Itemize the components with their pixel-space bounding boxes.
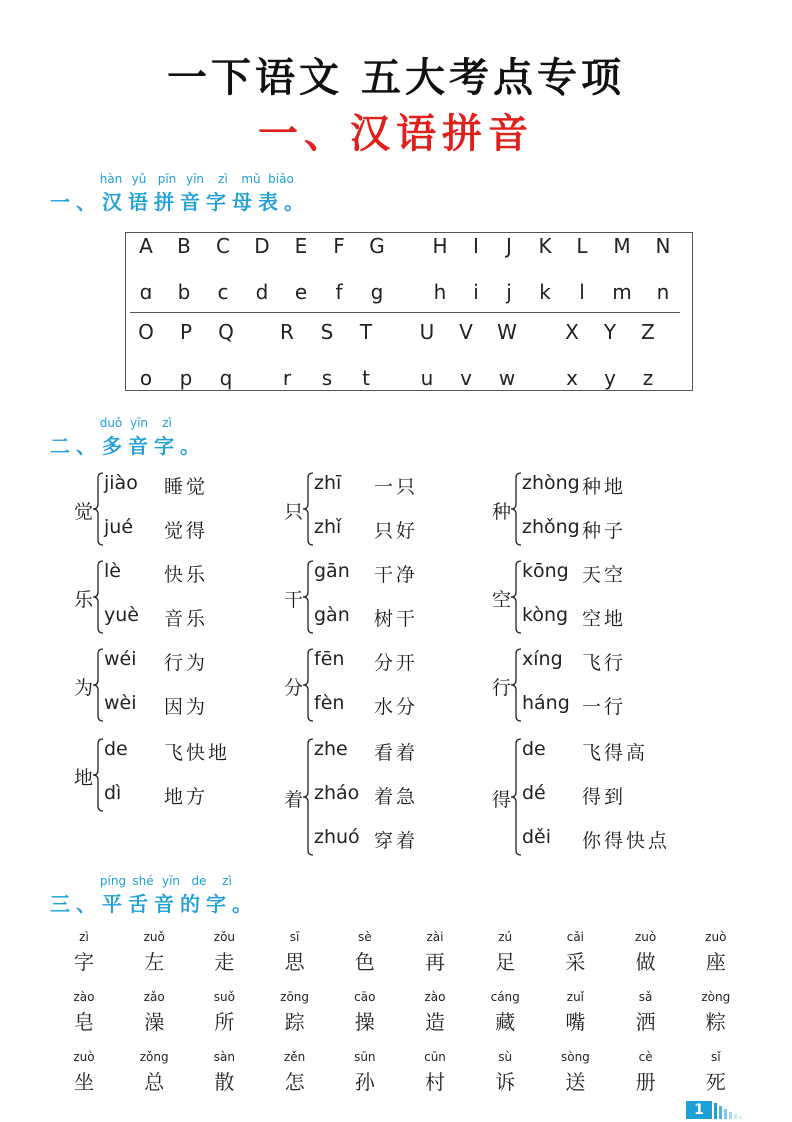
char-hanzi: 洒 bbox=[635, 1010, 656, 1034]
polyphone-pinyin: jué bbox=[104, 516, 134, 538]
pinyin: duō bbox=[99, 416, 123, 430]
alphabet-letter: r bbox=[282, 366, 292, 390]
char-cell bbox=[470, 990, 540, 1035]
polyphone-pinyin: zhuó bbox=[314, 826, 360, 848]
char-cell bbox=[681, 990, 751, 1035]
char-pinyin: suǒ bbox=[213, 990, 235, 1004]
char-pinyin: zuǒ bbox=[143, 930, 165, 944]
polyphone-pinyin: zháo bbox=[314, 782, 360, 804]
pinyin: zì bbox=[162, 416, 172, 430]
alphabet-letter: L bbox=[576, 234, 588, 258]
pinyin: mǔ bbox=[241, 172, 261, 186]
char-pinyin: sè bbox=[357, 930, 372, 944]
char-pinyin: zuò bbox=[73, 1050, 95, 1064]
char-pinyin: sǐ bbox=[711, 1050, 721, 1064]
char-hanzi: 册 bbox=[635, 1070, 656, 1094]
char-cell bbox=[49, 1050, 119, 1095]
polyphone-char: 着 bbox=[284, 789, 304, 811]
alphabet-letter: C bbox=[216, 234, 230, 258]
polyphone-pinyin: wèi bbox=[104, 692, 137, 714]
alphabet-letter: G bbox=[369, 234, 385, 258]
char-cell bbox=[189, 1050, 259, 1095]
alphabet-letter: ɑ bbox=[139, 280, 153, 304]
char-hanzi: 嘴 bbox=[565, 1010, 586, 1034]
polyphone-word: 得到 bbox=[582, 786, 627, 808]
char-pinyin: zú bbox=[498, 930, 513, 944]
char-pinyin: cāo bbox=[354, 990, 376, 1004]
polyphone-pinyin: háng bbox=[522, 692, 570, 714]
char-pinyin: cūn bbox=[424, 1050, 446, 1064]
char-pinyin: zǒng bbox=[139, 1050, 169, 1064]
alphabet-letter: d bbox=[255, 280, 269, 304]
alphabet-letter: g bbox=[370, 280, 384, 304]
polyphone-word: 飞快地 bbox=[164, 742, 231, 764]
polyphone-char: 地 bbox=[74, 767, 94, 789]
char-hanzi: 怎 bbox=[284, 1070, 305, 1094]
brace-icon bbox=[92, 472, 104, 546]
polyphone-word: 看着 bbox=[374, 742, 419, 764]
alphabet-letter: X bbox=[565, 320, 579, 344]
pinyin: pīn bbox=[157, 172, 177, 186]
brace-icon bbox=[510, 648, 522, 722]
char-cell bbox=[611, 930, 681, 975]
page-number: 1 bbox=[686, 1101, 712, 1119]
polyphone-word: 分开 bbox=[374, 652, 419, 674]
char-hanzi: 送 bbox=[565, 1070, 586, 1094]
polyphone-pinyin: fēn bbox=[314, 648, 345, 670]
pinyin: píng bbox=[99, 874, 127, 888]
alphabet-letter: u bbox=[420, 366, 434, 390]
polyphone-word: 穿着 bbox=[374, 830, 419, 852]
polyphone-pinyin: de bbox=[522, 738, 546, 760]
pinyin: yīn bbox=[129, 416, 149, 430]
alphabet-letter: Y bbox=[603, 320, 617, 344]
brace-icon bbox=[302, 472, 314, 546]
polyphone-pinyin: yuè bbox=[104, 604, 139, 626]
alphabet-letter: f bbox=[335, 280, 343, 304]
char-hanzi: 足 bbox=[495, 950, 516, 974]
polyphone-pinyin: gān bbox=[314, 560, 350, 582]
alphabet-letter: p bbox=[179, 366, 193, 390]
polyphone-pinyin: de bbox=[104, 738, 128, 760]
char-pinyin: zòng bbox=[701, 990, 731, 1004]
polyphone-word: 行为 bbox=[164, 652, 209, 674]
polyphone-char: 分 bbox=[284, 677, 304, 699]
polyphone-pinyin: zhe bbox=[314, 738, 348, 760]
char-pinyin: zào bbox=[73, 990, 95, 1004]
polyphone-char: 空 bbox=[492, 589, 512, 611]
alphabet-letter: j bbox=[506, 280, 512, 304]
char-hanzi: 采 bbox=[565, 950, 586, 974]
char-cell bbox=[470, 930, 540, 975]
polyphone-word: 空地 bbox=[582, 608, 627, 630]
polyphone-word: 只好 bbox=[374, 520, 419, 542]
char-pinyin: zuò bbox=[634, 930, 657, 944]
char-cell bbox=[260, 930, 330, 975]
pinyin: yīn bbox=[185, 172, 205, 186]
char-hanzi: 藏 bbox=[495, 1010, 516, 1034]
alphabet-letter: l bbox=[579, 280, 585, 304]
alphabet-letter: J bbox=[506, 234, 512, 258]
polyphone-char: 只 bbox=[284, 501, 304, 523]
polyphone-pinyin: kòng bbox=[522, 604, 569, 626]
char-cell bbox=[470, 1050, 540, 1095]
char-cell bbox=[260, 990, 330, 1035]
pinyin: de bbox=[191, 874, 207, 888]
alphabet-letter: M bbox=[613, 234, 631, 258]
char-cell bbox=[119, 1050, 189, 1095]
polyphone-pinyin: xíng bbox=[522, 648, 563, 670]
section1-heading: 一、汉语拼音字母表。 bbox=[50, 190, 310, 214]
polyphone-word: 因为 bbox=[164, 696, 209, 718]
char-cell bbox=[400, 990, 470, 1035]
polyphone-word: 睡觉 bbox=[164, 476, 209, 498]
char-cell bbox=[540, 930, 610, 975]
pinyin: yǔ bbox=[131, 172, 147, 186]
char-cell bbox=[330, 930, 400, 975]
char-hanzi: 澡 bbox=[144, 1010, 165, 1034]
alphabet-letter: K bbox=[538, 234, 552, 258]
char-hanzi: 再 bbox=[425, 950, 445, 974]
char-cell bbox=[189, 930, 259, 975]
polyphone-pinyin: dé bbox=[522, 782, 546, 804]
alphabet-letter: B bbox=[177, 234, 191, 258]
polyphone-pinyin: kōng bbox=[522, 560, 569, 582]
polyphone-pinyin: zhǒng bbox=[522, 516, 580, 538]
polyphone-char: 得 bbox=[492, 789, 512, 811]
char-cell bbox=[330, 1050, 400, 1095]
char-hanzi: 走 bbox=[214, 950, 235, 974]
brace-icon bbox=[510, 472, 522, 546]
polyphone-word: 快乐 bbox=[164, 564, 209, 586]
alphabet-letter: N bbox=[655, 234, 671, 258]
polyphone-word: 觉得 bbox=[164, 520, 209, 542]
section2-heading: 二、多音字。 bbox=[50, 434, 206, 458]
alphabet-letter: x bbox=[566, 366, 578, 390]
char-pinyin: zěn bbox=[283, 1050, 306, 1064]
char-cell bbox=[611, 990, 681, 1035]
polyphone-pinyin: lè bbox=[104, 560, 121, 582]
brace-icon bbox=[302, 648, 314, 722]
alphabet-letter: F bbox=[333, 234, 345, 258]
pinyin: shé bbox=[132, 874, 154, 888]
alphabet-letter: i bbox=[473, 280, 479, 304]
alphabet-letter: A bbox=[139, 234, 153, 258]
brace-icon bbox=[302, 560, 314, 634]
polyphone-word: 一只 bbox=[374, 476, 419, 498]
polyphone-word: 天空 bbox=[582, 564, 627, 586]
char-pinyin: zuò bbox=[705, 930, 727, 944]
polyphone-pinyin: wéi bbox=[104, 648, 137, 670]
polyphone-word: 水分 bbox=[374, 696, 419, 718]
polyphone-word: 飞行 bbox=[582, 652, 627, 674]
polyphone-word: 着急 bbox=[374, 786, 419, 808]
char-hanzi: 总 bbox=[144, 1070, 165, 1094]
alphabet-letter: E bbox=[294, 234, 308, 258]
char-hanzi: 散 bbox=[214, 1070, 235, 1094]
char-hanzi: 诉 bbox=[495, 1070, 516, 1094]
char-hanzi: 做 bbox=[635, 950, 656, 974]
section3-pinyin bbox=[97, 874, 241, 888]
char-pinyin: cáng bbox=[490, 990, 520, 1004]
alphabet-letter: k bbox=[539, 280, 551, 304]
char-hanzi: 踪 bbox=[284, 1010, 305, 1034]
char-cell bbox=[611, 1050, 681, 1095]
char-cell bbox=[189, 990, 259, 1035]
polyphone-char: 种 bbox=[492, 501, 512, 523]
pinyin: zì bbox=[222, 874, 232, 888]
alphabet-letter: z bbox=[642, 366, 654, 390]
alphabet-letter: q bbox=[219, 366, 233, 390]
alphabet-letter: w bbox=[498, 366, 516, 390]
pinyin: zì bbox=[218, 172, 228, 186]
char-hanzi: 座 bbox=[705, 950, 726, 974]
char-pinyin: cè bbox=[638, 1050, 653, 1064]
alphabet-letter: I bbox=[473, 234, 479, 258]
alphabet-letter: n bbox=[656, 280, 670, 304]
alphabet-letter: m bbox=[612, 280, 632, 304]
polyphone-word: 种子 bbox=[582, 520, 627, 542]
alphabet-letter: t bbox=[362, 366, 370, 390]
alphabet-letter: Z bbox=[641, 320, 655, 344]
polyphone-char: 干 bbox=[284, 589, 304, 611]
char-hanzi: 左 bbox=[144, 950, 165, 974]
pinyin: biǎo bbox=[268, 172, 294, 186]
brace-icon bbox=[510, 560, 522, 634]
polyphone-word: 一行 bbox=[582, 696, 627, 718]
polyphone-pinyin: jiào bbox=[104, 472, 138, 494]
char-hanzi: 字 bbox=[74, 950, 94, 974]
alphabet-letter: s bbox=[321, 366, 333, 390]
char-pinyin: sù bbox=[498, 1050, 513, 1064]
alphabet-letter: b bbox=[177, 280, 191, 304]
pinyin: hàn bbox=[99, 172, 123, 186]
char-cell bbox=[49, 990, 119, 1035]
char-cell bbox=[330, 990, 400, 1035]
char-pinyin: sǎ bbox=[638, 990, 653, 1004]
char-hanzi: 皂 bbox=[74, 1010, 94, 1034]
char-cell bbox=[119, 930, 189, 975]
brace-icon bbox=[92, 738, 104, 812]
char-hanzi: 粽 bbox=[705, 1010, 726, 1034]
alphabet-letter: S bbox=[320, 320, 334, 344]
char-pinyin: sàn bbox=[213, 1050, 235, 1064]
char-cell bbox=[400, 1050, 470, 1095]
char-hanzi: 操 bbox=[354, 1010, 375, 1034]
char-cell bbox=[681, 930, 751, 975]
polyphone-word: 地方 bbox=[164, 786, 209, 808]
polyphone-char: 觉 bbox=[74, 501, 94, 523]
char-pinyin: zào bbox=[424, 990, 446, 1004]
char-hanzi: 死 bbox=[705, 1070, 726, 1094]
char-hanzi: 思 bbox=[284, 950, 305, 974]
alphabet-letter: W bbox=[497, 320, 517, 344]
polyphone-word: 音乐 bbox=[164, 608, 209, 630]
char-hanzi: 色 bbox=[354, 950, 375, 974]
char-pinyin: zōng bbox=[280, 990, 310, 1004]
char-cell bbox=[681, 1050, 751, 1095]
char-pinyin: sūn bbox=[354, 1050, 376, 1064]
page-subtitle: 一、汉语拼音 bbox=[258, 110, 534, 157]
alphabet-letter: h bbox=[433, 280, 447, 304]
alphabet-letter: O bbox=[138, 320, 154, 344]
polyphone-char: 乐 bbox=[74, 589, 94, 611]
polyphone-pinyin: dì bbox=[104, 782, 122, 804]
brace-icon bbox=[92, 560, 104, 634]
alphabet-letter: c bbox=[217, 280, 229, 304]
alphabet-letter: y bbox=[604, 366, 616, 390]
alphabet-letter: P bbox=[179, 320, 193, 344]
polyphone-word: 种地 bbox=[582, 476, 627, 498]
brace-icon bbox=[302, 738, 314, 856]
page-decoration-icon bbox=[712, 1101, 748, 1119]
alphabet-letter: V bbox=[459, 320, 473, 344]
pinyin: yīn bbox=[161, 874, 181, 888]
page-title: 一下语文 五大考点专项 bbox=[167, 54, 625, 101]
char-pinyin: cǎi bbox=[566, 930, 585, 944]
alphabet-letter: T bbox=[359, 320, 373, 344]
char-pinyin: zǒu bbox=[213, 930, 236, 944]
brace-icon bbox=[510, 738, 522, 856]
char-hanzi: 造 bbox=[425, 1010, 445, 1034]
char-cell bbox=[540, 990, 610, 1035]
char-pinyin: sī bbox=[289, 930, 300, 944]
polyphone-pinyin: zhī bbox=[314, 472, 342, 494]
polyphone-char: 为 bbox=[74, 677, 94, 699]
char-hanzi: 坐 bbox=[74, 1070, 94, 1094]
alphabet-letter: o bbox=[139, 366, 153, 390]
polyphone-word: 你得快点 bbox=[582, 830, 671, 852]
alphabet-letter: R bbox=[280, 320, 294, 344]
polyphone-pinyin: fèn bbox=[314, 692, 345, 714]
char-hanzi: 村 bbox=[425, 1070, 445, 1094]
polyphone-pinyin: zhòng bbox=[522, 472, 580, 494]
char-cell bbox=[119, 990, 189, 1035]
section3-heading: 三、平舌音的字。 bbox=[50, 892, 258, 916]
brace-icon bbox=[92, 648, 104, 722]
polyphone-pinyin: děi bbox=[522, 826, 552, 848]
char-cell bbox=[260, 1050, 330, 1095]
char-hanzi: 孙 bbox=[354, 1070, 375, 1094]
polyphone-word: 飞得高 bbox=[582, 742, 649, 764]
alphabet-letter: D bbox=[254, 234, 270, 258]
char-cell bbox=[400, 930, 470, 975]
char-pinyin: zuǐ bbox=[566, 990, 585, 1004]
char-pinyin: zǎo bbox=[143, 990, 165, 1004]
alphabet-divider bbox=[130, 312, 680, 313]
alphabet-letter: U bbox=[419, 320, 435, 344]
char-pinyin: zài bbox=[426, 930, 444, 944]
polyphone-pinyin: zhǐ bbox=[314, 516, 342, 538]
char-cell bbox=[540, 1050, 610, 1095]
char-pinyin: zì bbox=[79, 930, 89, 944]
polyphone-word: 干净 bbox=[374, 564, 419, 586]
polyphone-char: 行 bbox=[492, 677, 512, 699]
alphabet-letter: H bbox=[432, 234, 448, 258]
alphabet-letter: Q bbox=[218, 320, 234, 344]
char-pinyin: sòng bbox=[560, 1050, 590, 1064]
section2-pinyin bbox=[97, 416, 181, 430]
alphabet-letter: e bbox=[294, 280, 308, 304]
section1-pinyin bbox=[97, 172, 297, 186]
char-hanzi: 所 bbox=[214, 1010, 235, 1034]
polyphone-word: 树干 bbox=[374, 608, 419, 630]
polyphone-pinyin: gàn bbox=[314, 604, 350, 626]
alphabet-letter: v bbox=[460, 366, 472, 390]
char-cell bbox=[49, 930, 119, 975]
